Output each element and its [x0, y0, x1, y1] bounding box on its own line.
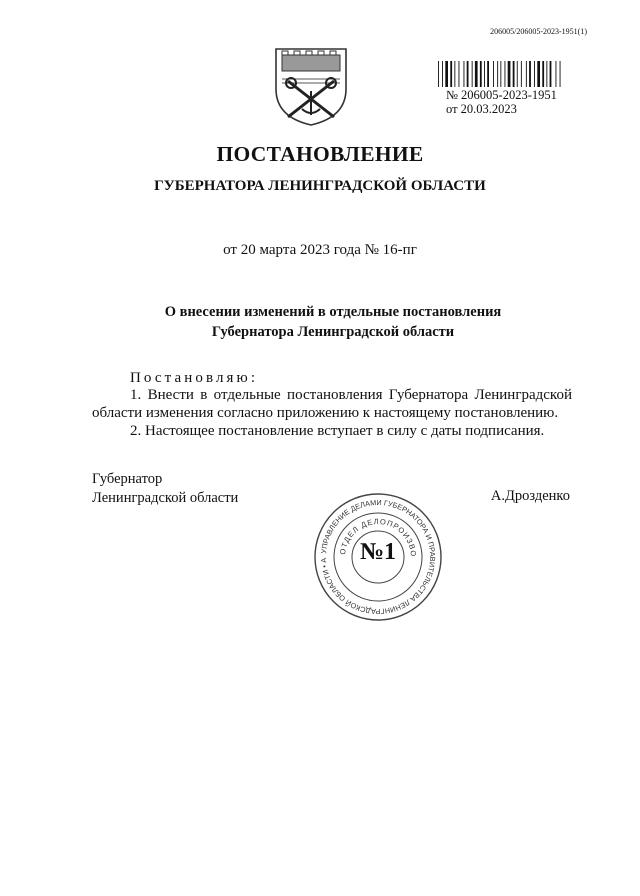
- leningrad-oblast-coat-of-arms-icon: [272, 45, 350, 127]
- registration-number: № 206005-2023-1951: [446, 88, 557, 102]
- signer-position: [92, 470, 238, 508]
- document-heading: [0, 302, 640, 342]
- stamp-inner-text: ОТДЕЛ ДЕЛОПРОИЗВО: [337, 516, 419, 558]
- registration-date: от 20.03.2023: [446, 102, 517, 116]
- document-title: ПОСТАНОВЛЕНИЕ: [216, 142, 424, 166]
- document-subtitle: ГУБЕРНАТОРА ЛЕНИНГРАДСКОЙ ОБЛАСТИ: [154, 178, 486, 194]
- heading-line-2: Губернатора Ленинградской области: [211, 324, 455, 340]
- stamp-outer-text: УПРАВЛЕНИЕ ДЕЛАМИ ГУБЕРНАТОРА И ПРАВИТЕЛЬСТВА ЛЕНИНГРАДСКОЙ ОБЛАСТИ • А: [318, 497, 438, 617]
- document-date-number: от 20 марта 2023 года № 16-пг: [223, 242, 417, 258]
- heading-line-1: О внесении изменений в отдельные постановления: [164, 304, 502, 320]
- registration-info: [446, 88, 557, 116]
- official-stamp: [311, 491, 445, 623]
- signer-position-line-1: Губернатор: [92, 471, 163, 487]
- body-item-1: 1. Внести в отдельные постановления Губернатора Ленинградской области изменения согласно приложению к настоящему постановлению.: [92, 387, 572, 421]
- preamble: Постановляю:: [130, 370, 259, 386]
- document-body: [92, 386, 572, 440]
- signer-name: А.Дрозденко: [490, 488, 570, 504]
- barcode-icon: [437, 61, 564, 87]
- document-reference: 206005/206005-2023-1951(1): [490, 27, 587, 36]
- stamp-number: №1: [359, 539, 397, 565]
- body-item-2: 2. Настоящее постановление вступает в силу с даты подписания.: [130, 423, 545, 439]
- signer-position-line-2: Ленинградской области: [92, 490, 239, 506]
